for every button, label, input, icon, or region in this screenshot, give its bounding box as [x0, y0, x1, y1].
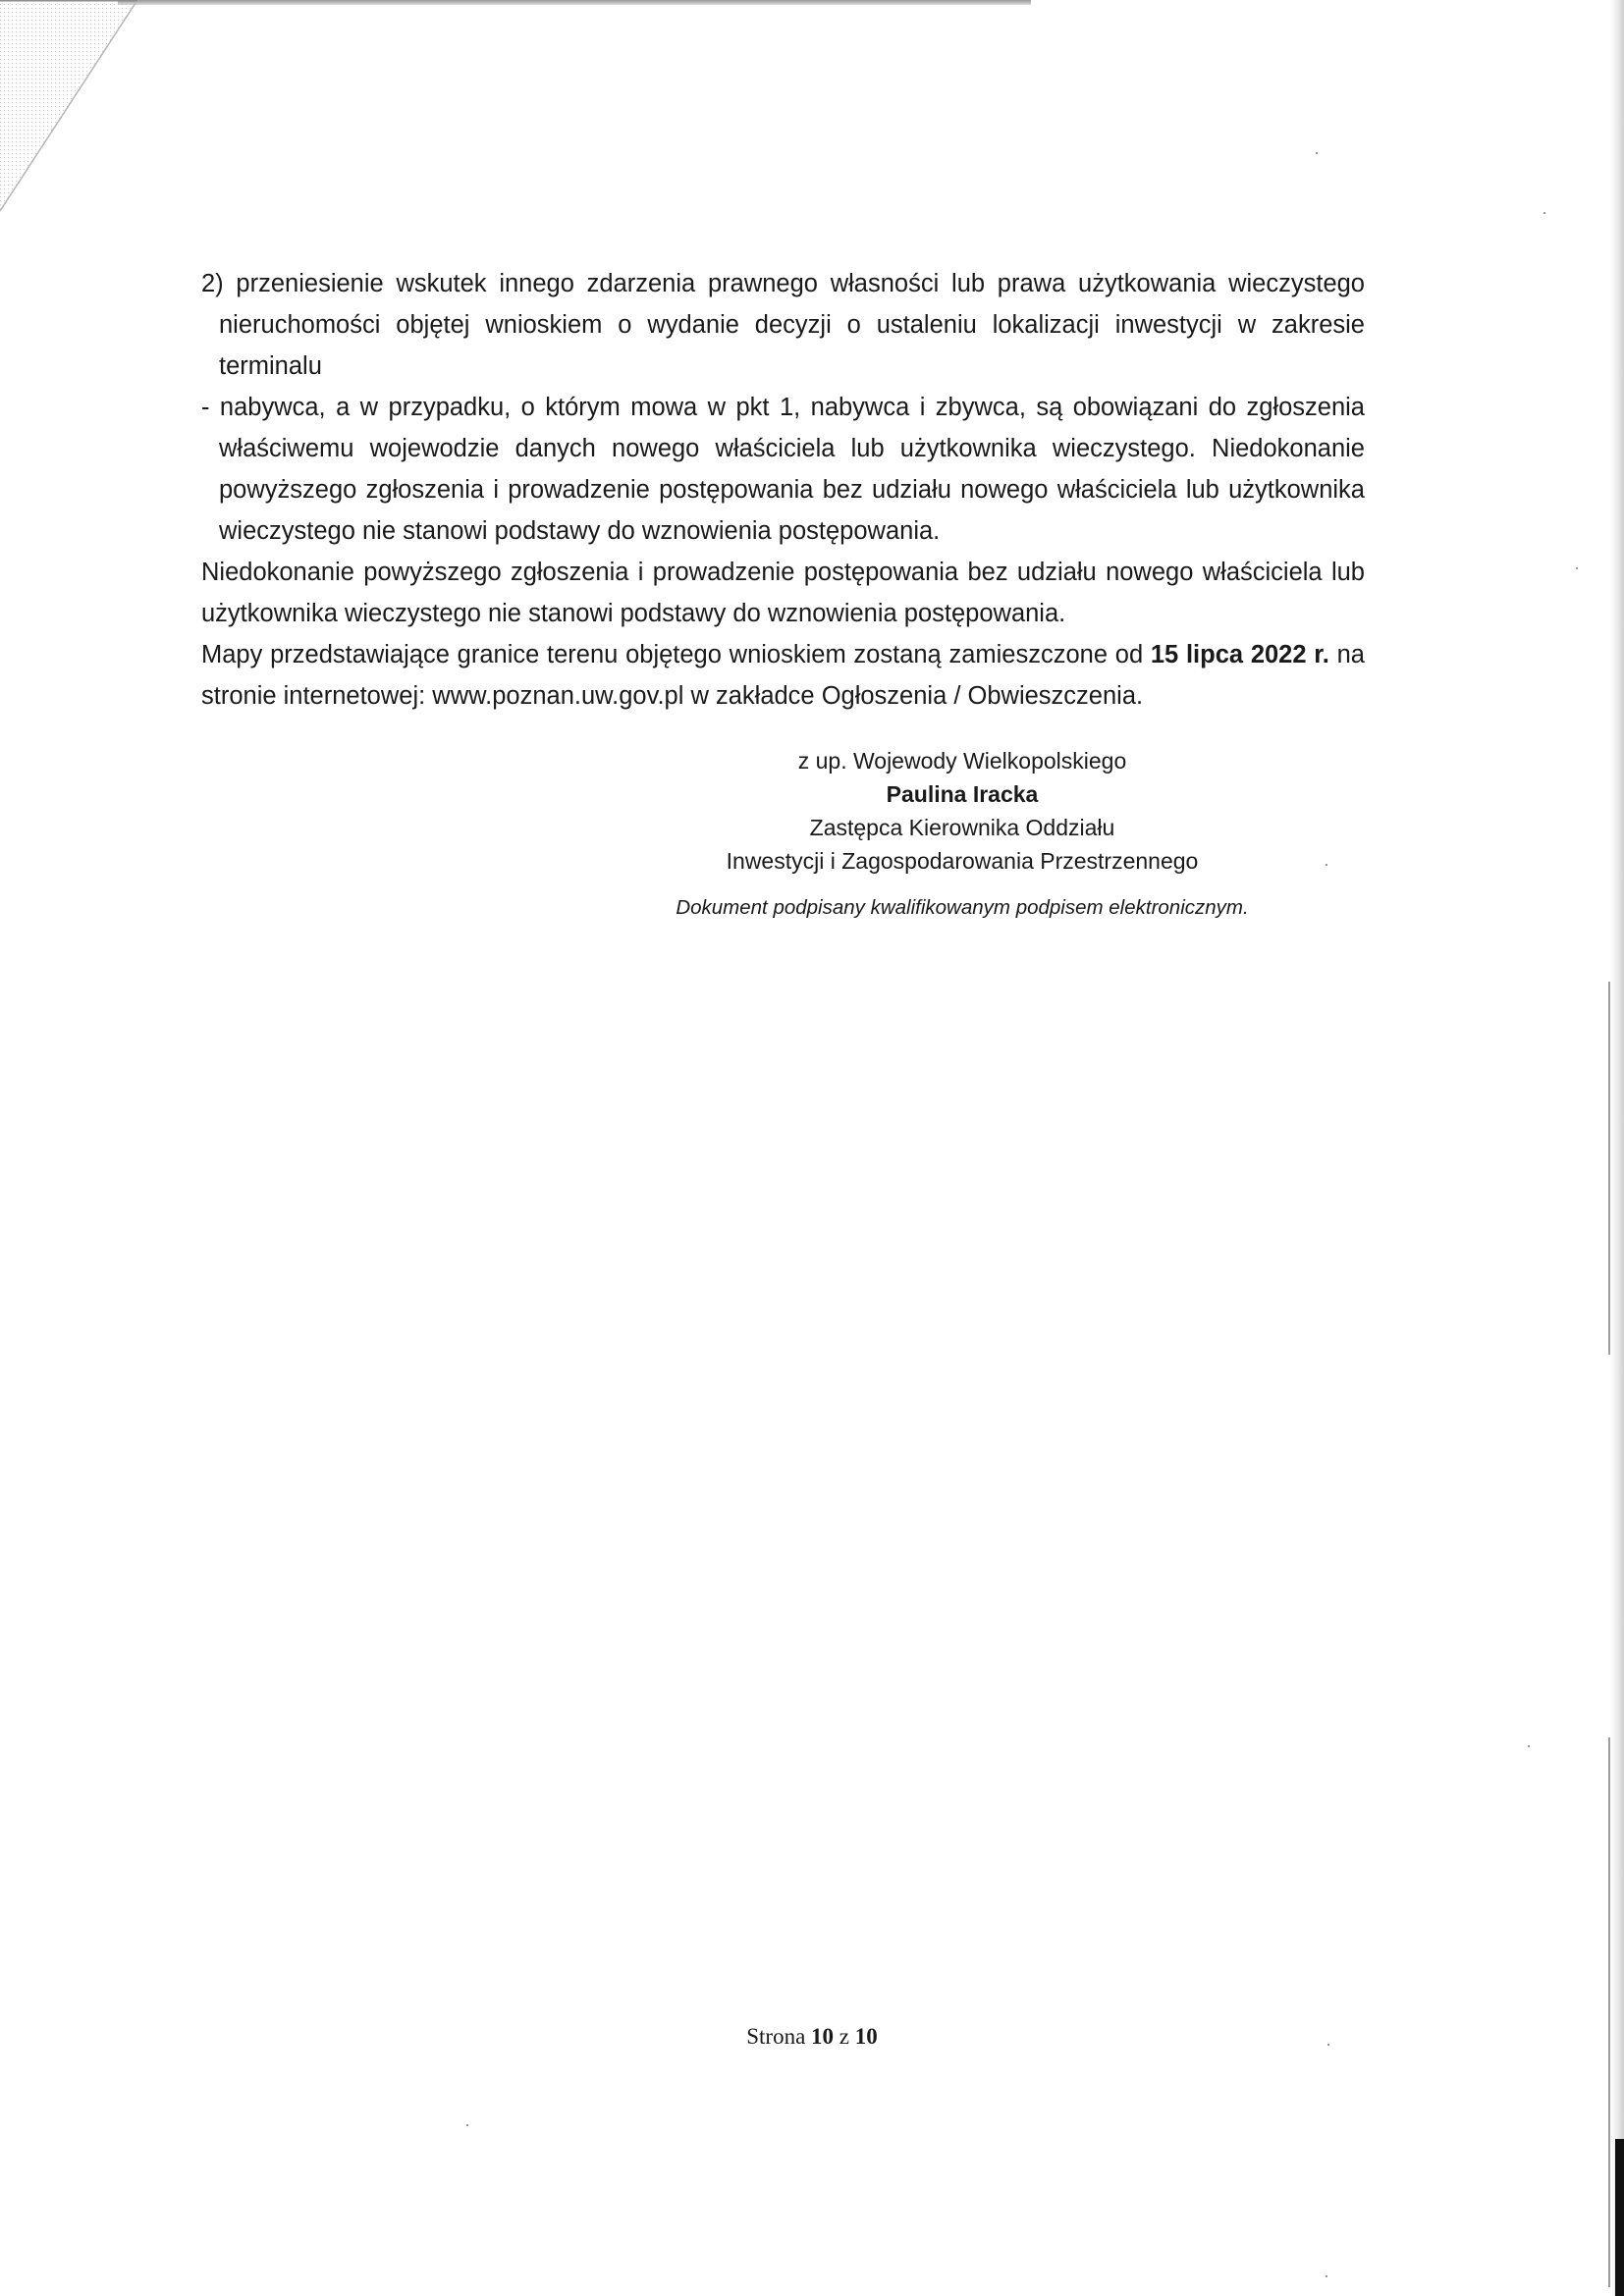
signature-block	[589, 744, 1335, 925]
page-footer	[0, 2024, 1624, 2050]
footer-prefix: Strona	[746, 2024, 812, 2049]
signature-role-line-2: Inwestycji i Zagospodarowania Przestrzennego	[726, 848, 1199, 874]
signature-role-line-1: Zastępca Kierownika Oddziału	[809, 815, 1115, 840]
document-body	[201, 263, 1365, 717]
scan-top-edge	[118, 0, 1031, 5]
scan-speck	[1316, 152, 1318, 154]
scan-speck	[1528, 1745, 1530, 1747]
signature-name: Paulina Iracka	[886, 781, 1039, 807]
maps-date: 15 lipca 2022 r.	[1150, 641, 1329, 668]
scan-right-edge	[1610, 0, 1624, 2296]
paragraph-dash: - nabywca, a w przypadku, o którym mowa w pkt 1, nabywca i zbywca, są obowiązani do zgłoszenia właściwemu wojewodzie danych nowego właściciela lub użytkownika wieczystego. Niedokonanie powyższego zgłoszenia i prowadzenie postępowania bez udziału nowego właściciela lub użytkownika wieczystego nie stanowi podstawy do wznowienia postępowania.	[201, 394, 1365, 545]
scan-speck	[466, 2124, 468, 2126]
maps-text-prefix: Mapy przedstawiające granice terenu objętego wnioskiem zostaną zamieszczone od	[201, 641, 1151, 668]
paragraph-repeat: Niedokonanie powyższego zgłoszenia i prowadzenie postępowania bez udziału nowego właściciela lub użytkownika wieczystego nie stanowi podstawy do wznowienia postępowania.	[201, 559, 1365, 627]
footer-page-total: 10	[854, 2024, 878, 2049]
footer-separator: z	[834, 2024, 855, 2049]
scan-right-dark	[1615, 2139, 1624, 2296]
paragraph-item-2: 2) przeniesienie wskutek innego zdarzenia prawnego własności lub prawa użytkowania wieczystego nieruchomości objętej wnioskiem o wydanie decyzji o ustaleniu lokalizacji inwestycji w zakresie terminalu	[201, 270, 1365, 380]
scan-speck	[1543, 212, 1545, 214]
scan-right-line	[1608, 982, 1610, 1355]
signature-on-behalf: z up. Wojewody Wielkopolskiego	[797, 748, 1127, 774]
paragraph-maps	[201, 634, 1365, 717]
signature-note: Dokument podpisany kwalifikowanym podpisem elektronicznym.	[676, 896, 1249, 919]
scan-corner-fold	[0, 0, 157, 236]
scan-right-line	[1608, 1737, 1610, 2287]
footer-page-number: 10	[811, 2024, 835, 2049]
scan-speck	[1576, 567, 1578, 569]
maps-text-suffix: na stronie internetowej: www.poznan.uw.gov.pl w zakładce Ogłoszenia / Obwieszczenia.	[201, 641, 1365, 710]
scan-speck	[1326, 2275, 1327, 2277]
